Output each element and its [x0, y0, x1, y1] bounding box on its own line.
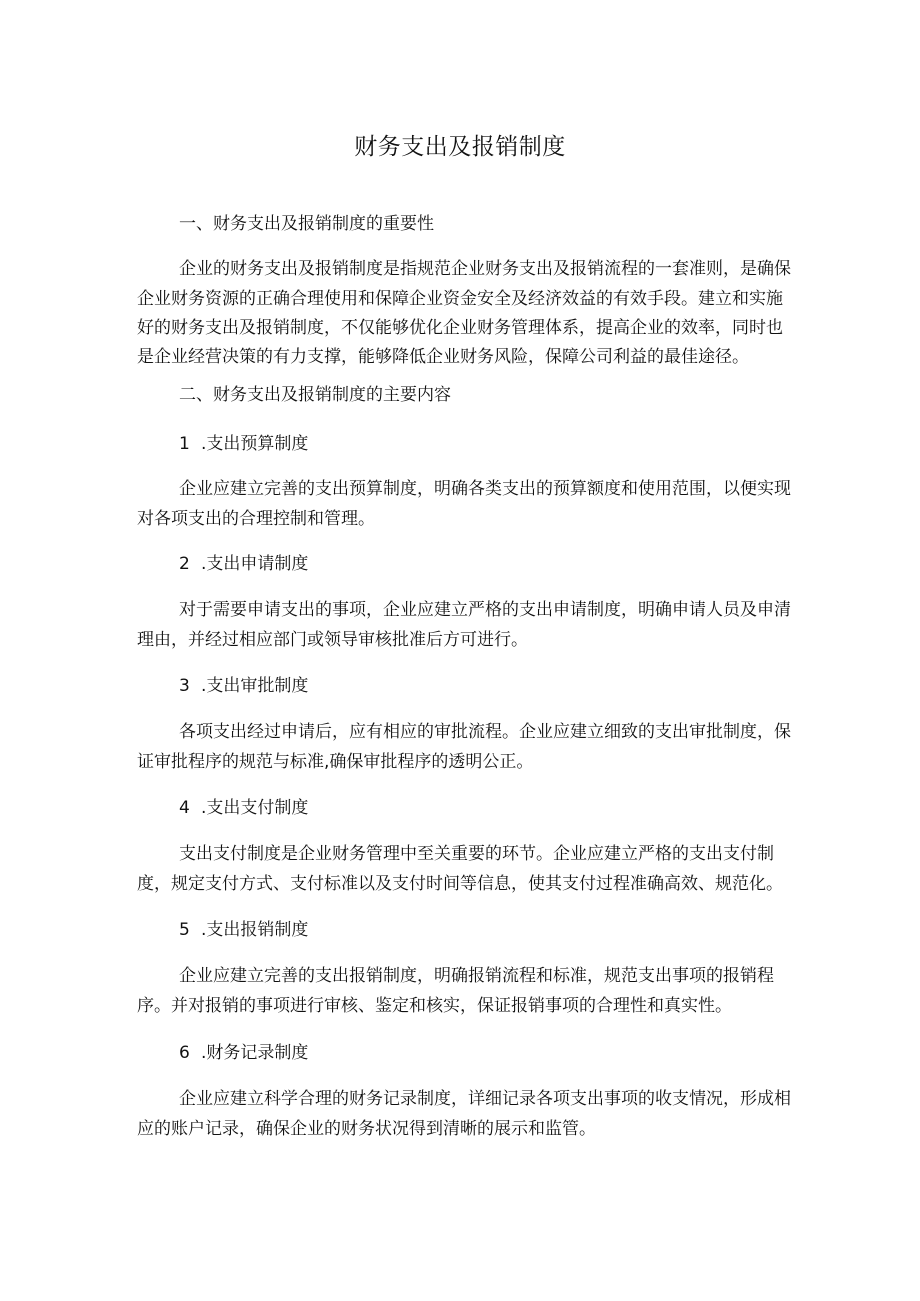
item-title: .支出审批制度 [201, 676, 309, 696]
item-number: 3 [179, 676, 190, 696]
item-5-paragraph-line: 企业应建立完善的支出报销制度，明确报销流程和标准，规范支出事项的报销程 [179, 966, 774, 986]
item-title: .财务记录制度 [201, 1043, 309, 1063]
item-6-paragraph-line: 企业应建立科学合理的财务记录制度，详细记录各项支出事项的收支情况，形成相 [179, 1089, 791, 1109]
section-1-paragraph-line: 企业财务资源的正确合理使用和保障企业资金安全及经济效益的有效手段。建立和实施 [137, 289, 783, 309]
item-2-paragraph-line: 对于需要申请支出的事项，企业应建立严格的支出申请制度，明确申请人员及申清 [179, 600, 791, 620]
item-title: .支出报销制度 [201, 920, 309, 940]
item-title: .支出申请制度 [201, 554, 309, 574]
item-3-paragraph-line: 证审批程序的规范与标准,确保审批程序的透明公正。 [137, 752, 534, 772]
item-1-heading [179, 432, 839, 456]
item-number: 6 [179, 1043, 190, 1063]
section-1-paragraph-line: 是企业经营决策的有力支撑，能够降低企业财务风险，保障公司利益的最佳途径。 [137, 347, 749, 367]
section-2-heading: 二、财务支出及报销制度的主要内容 [179, 385, 451, 405]
item-1-paragraph-line: 对各项支出的合理控制和管理。 [137, 509, 375, 529]
item-number: 5 [179, 920, 190, 940]
item-5-paragraph-line: 序。并对报销的事项进行审核、鉴定和核实，保证报销事项的合理性和真实性。 [137, 996, 732, 1016]
item-title: .支出支付制度 [201, 798, 309, 818]
item-number: 2 [179, 554, 190, 574]
item-title: .支出预算制度 [201, 434, 309, 454]
section-1-paragraph-line: 企业的财务支出及报销制度是指规范企业财务支出及报销流程的一套准则，是确保 [179, 259, 791, 279]
item-3-paragraph-line: 各项支出经过申请后，应有相应的审批流程。企业应建立细致的支出审批制度，保 [179, 722, 791, 742]
item-5-heading [179, 918, 839, 942]
item-4-heading [179, 796, 839, 820]
item-4-paragraph-line: 度，规定支付方式、支付标准以及支付时间等信息，使其支付过程准确高效、规范化。 [137, 874, 783, 894]
item-2-heading [179, 552, 839, 576]
item-number: 4 [179, 798, 190, 818]
section-1-paragraph-line: 好的财务支出及报销制度，不仅能够优化企业财务管理体系，提高企业的效率，同时也 [137, 318, 783, 338]
item-number: 1 [179, 434, 190, 454]
item-2-paragraph-line: 理由，并经过相应部门或领导审核批准后方可进行。 [137, 630, 528, 650]
item-1-paragraph-line: 企业应建立完善的支出预算制度，明确各类支出的预算额度和使用范围，以便实现 [179, 479, 791, 499]
item-6-paragraph-line: 应的账户记录，确保企业的财务状况得到清晰的展示和监管。 [137, 1119, 596, 1139]
item-4-paragraph-line: 支出支付制度是企业财务管理中至关重要的环节。企业应建立严格的支出支付制 [179, 844, 774, 864]
item-3-heading [179, 674, 839, 698]
document-title: 财务支出及报销制度 [354, 134, 566, 160]
item-6-heading [179, 1041, 839, 1065]
section-1-heading: 一、财务支出及报销制度的重要性 [179, 214, 434, 234]
